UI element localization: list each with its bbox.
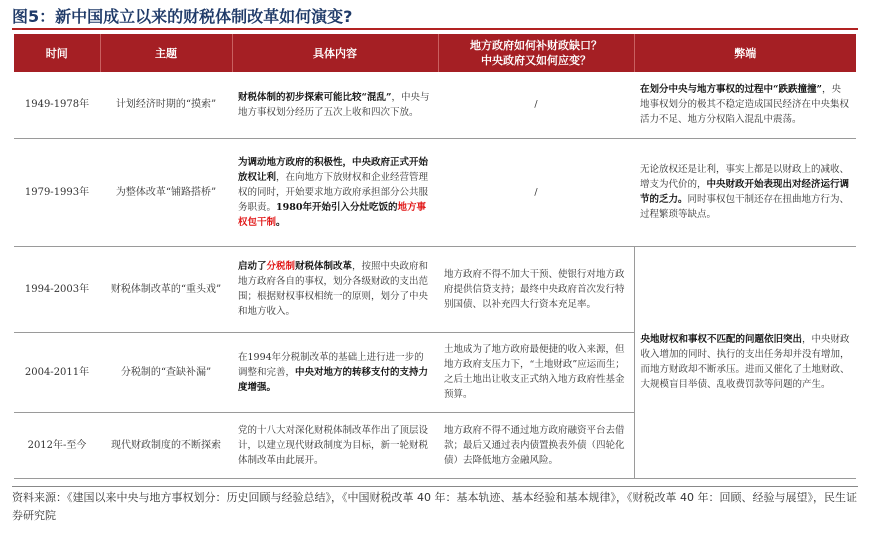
gap-cell: / (438, 138, 634, 246)
content-cell (232, 246, 438, 332)
drawback-bold-text: 中央财政开始表现出对经济运行调节的乏力。 (640, 179, 850, 205)
content-text: 在1994年分税制改革的基础上进行进一步的调整和完善， (238, 351, 424, 378)
content-bold-text: 中央对地方的转移支付的支持力度增强。 (238, 366, 429, 393)
drawback-cell (634, 72, 856, 138)
drawback-text: 无论放权还是让利，事实上都是以财政上的减收、增支为代价的， (640, 164, 850, 190)
theme-cell: 计划经济时期的“摸索” (100, 72, 232, 138)
header-time: 时间 (14, 34, 100, 72)
header-theme: 主题 (100, 34, 232, 72)
content-bold-text: 为调动地方政府的积极性，中央政府正式开始放权让利 (238, 156, 429, 183)
gap-cell: / (438, 72, 634, 138)
content-text: ，中央与地方事权划分经历了五次上收和四次下放。 (238, 91, 430, 118)
period-cell: 1949-1978年 (14, 72, 100, 138)
drawback-cell (634, 138, 856, 246)
drawback-text: ，央地事权划分的极其不稳定造成国民经济在中央集权活力不足、地方分权陷入混乱中震荡。 (640, 84, 850, 126)
content-cell: 党的十八大对深化财税体制改革作出了顶层设计，以建立现代财政制度为目标，新一轮财税体制改革由此展开。 (232, 412, 438, 478)
table-header-row (14, 34, 856, 72)
content-highlight-text: 分税制 (266, 261, 296, 272)
table-row (14, 138, 856, 246)
figure-title: 图5：新中国成立以来的财税体制改革如何演变? (12, 4, 858, 30)
header-gap (438, 34, 634, 72)
content-text: ，按照中央政府和地方政府各自的事权，划分各级财政的支出范围；根据财权事权相统一的原则，划分了中央和地方收入。 (238, 261, 429, 317)
content-highlight-text: 地方事权包干制 (238, 201, 426, 228)
merged-drawback-cell (634, 246, 856, 478)
drawback-bold-text: 央地财权和事权不匹配的问题依旧突出 (640, 334, 803, 345)
content-bold-text: 财税体制改革 (295, 261, 353, 272)
theme-cell: 财税体制改革的“重头戏” (100, 246, 232, 332)
content-text: ，在向地方下放财权和企业经营管理权的同时，开始要求地方政府承担部分公共服务职责。 (238, 171, 429, 213)
gap-cell: 土地成为了地方政府最便捷的收入来源，但地方政府支压力下，“土地财政”应运而生；之后土地出让收支正式纳入地方政府性基金预算。 (438, 332, 634, 412)
period-cell: 2004-2011年 (14, 332, 100, 412)
gap-cell: 地方政府不得不加大干预、使银行对地方政府提供信贷支持；最终中央政府首次发行特别国债、以补充四大行资本充足率。 (438, 246, 634, 332)
period-cell: 1979-1993年 (14, 138, 100, 246)
theme-cell: 为整体改革“铺路搭桥” (100, 138, 232, 246)
header-content: 具体内容 (232, 34, 438, 72)
table-row (14, 72, 856, 138)
table-row (14, 246, 856, 332)
source-note: 资料来源：《建国以来中央与地方事权划分：历史回顾与经验总结》，《中国财税改革 40 年：基本轨迹、基本经验和基本规律》，《财税改革 40 年：回顾、经验与展望》，民生证券研究院 (12, 486, 858, 525)
content-cell (232, 332, 438, 412)
drawback-text: ，中央财政收入增加的同时、执行的支出任务却并没有增加，而地方财政却不断承压。进而又催化了土地财政、大规模盲目举债、乱收费罚款等问题的产生。 (640, 334, 850, 390)
content-bold-text: 1980年开始引入分灶吃饭的 (276, 201, 398, 213)
period-cell: 2012年-至今 (14, 412, 100, 478)
fiscal-reform-table (14, 34, 856, 479)
content-cell (232, 138, 438, 246)
gap-cell: 地方政府不得不通过地方政府融资平台去借款；最后又通过表内债置换表外债（四轮化债）去降低地方金融风险。 (438, 412, 634, 478)
drawback-text: 同时事权包干制还存在扭曲地方行为、过程繁琐等缺点。 (640, 194, 850, 220)
content-cell (232, 72, 438, 138)
theme-cell: 分税制的“查缺补漏” (100, 332, 232, 412)
drawback-bold-text: 在划分中央与地方事权的过程中“跌跌撞撞” (640, 84, 822, 96)
content-end-text: 。 (276, 216, 286, 228)
header-gap-line1: 地方政府如何补财政缺口？ (470, 39, 602, 52)
content-bold-text: 启动了 (238, 261, 267, 272)
theme-cell: 现代财政制度的不断探索 (100, 412, 232, 478)
content-bold-text: 财税体制的初步探索可能比较“混乱” (238, 91, 392, 103)
header-gap-line2: 中央政府又如何应变？ (481, 54, 591, 67)
header-drawbacks: 弊端 (634, 34, 856, 72)
period-cell: 1994-2003年 (14, 246, 100, 332)
